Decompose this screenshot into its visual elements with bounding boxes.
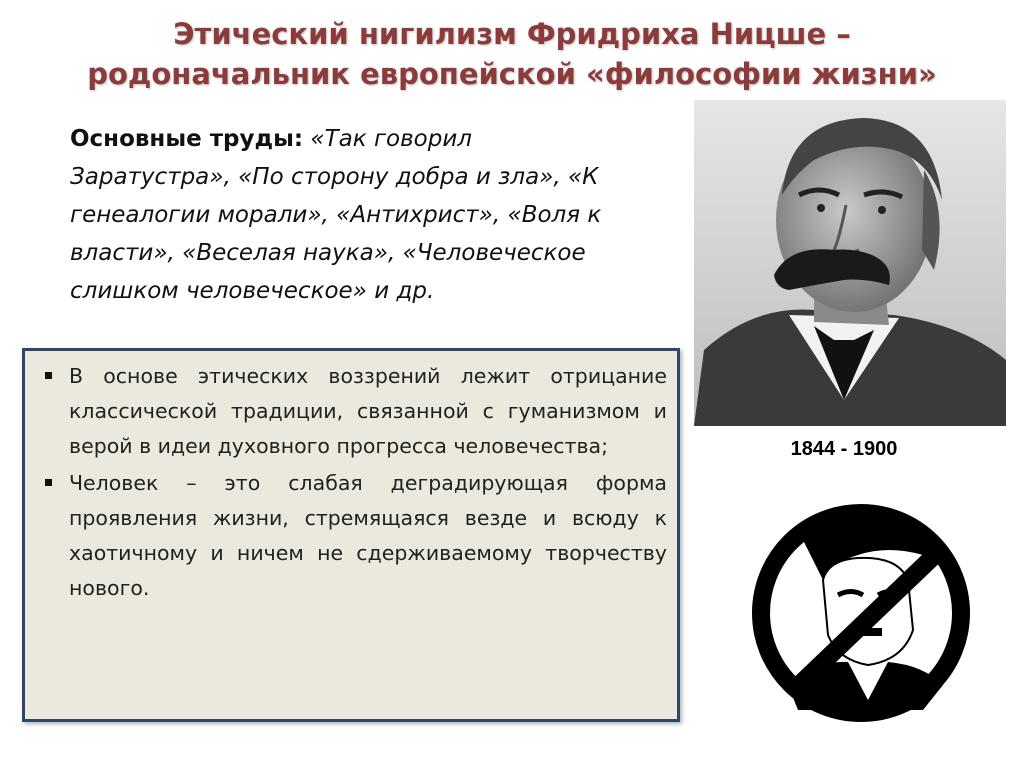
works-label: Основные труды: bbox=[70, 126, 304, 152]
portrait-illustration bbox=[694, 100, 1006, 426]
bullet-list bbox=[25, 351, 677, 606]
bullet-square-icon bbox=[45, 372, 52, 379]
bullet-text: Человек – это слабая деградирующая форма проявления жизни, стремящаяся везде и всюду к хаотичному и ничем не сдерживаемому творчеству нового. bbox=[69, 471, 667, 600]
bullet-item bbox=[39, 359, 667, 464]
prohibition-sign bbox=[748, 500, 974, 726]
slide-title bbox=[40, 14, 984, 94]
bullet-box bbox=[22, 348, 680, 722]
prohibition-illustration bbox=[748, 500, 974, 726]
title-line-1: Этический нигилизм Фридриха Ницше – bbox=[173, 17, 851, 51]
bullet-text: В основе этических воззрений лежит отрицание классической традиции, связанной с гуманизмом и верой в идеи духовного прогресса человечества; bbox=[69, 364, 667, 458]
portrait-photo bbox=[694, 100, 1006, 426]
life-years: 1844 - 1900 bbox=[790, 438, 898, 460]
works-list: «Так говорил Заратустра», «По сторону добра и зла», «К генеалогии морали», «Антихрист», «Воля к власти», «Веселая наука», «Человеческое слишком человеческое» и др. bbox=[70, 126, 602, 304]
title-line-2: родоначальник европейской «философии жизни» bbox=[87, 57, 937, 91]
bullet-square-icon bbox=[45, 479, 52, 486]
bullet-item bbox=[39, 466, 667, 606]
main-works-paragraph bbox=[70, 120, 610, 310]
